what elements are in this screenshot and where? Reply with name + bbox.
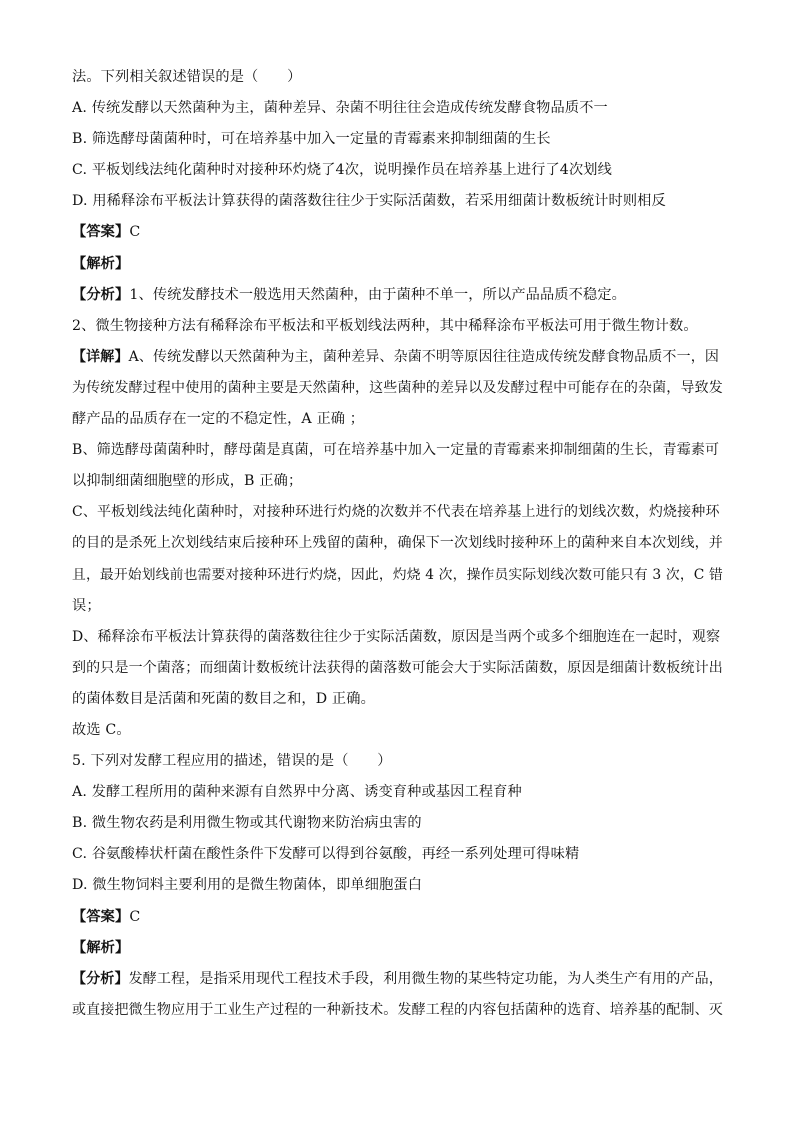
q4-xiangjie-line-9: 误； (72, 597, 101, 614)
q4-xiangjie-line-8: 且，最开始划线前也需要对接种环进行灼烧，因此，灼烧 4 次，操作员实际划线次数可能只有 3 次，C 错 (72, 566, 723, 583)
analysis-label: 【解析】 (72, 255, 130, 272)
fenxi-text: 发酵工程，是指采用现代工程技术手段，利用微生物的某些特定功能，为人类生产有用的产品， (128, 970, 723, 987)
q5-option-d: D. 微生物饲料主要利用的是微生物菌体，即单细胞蛋白 (72, 877, 423, 894)
analysis-label: 【解析】 (72, 939, 130, 956)
q4-xiangjie-line-11: 到的只是一个菌落；而细菌计数板统计法获得的菌落数可能会大于实际活菌数，原因是细菌计数板统计出 (72, 659, 723, 676)
fenxi-text: 1、传统发酵技术一般选用天然菌种，由于菌种不单一，所以产品品质不稳定。 (129, 286, 627, 303)
q4-option-c: C. 平板划线法纯化菌种时对接种环灼烧了4次，说明操作员在培养基上进行了4次划线 (72, 162, 612, 179)
q4-stem-tail: 法。下列相关叙述错误的是（ ） (72, 69, 302, 85)
q4-xiangjie-line-7: 的目的是杀死上次划线结束后接种环上残留的菌种，确保下一次划线时接种环上的菌种来自本次划线，并 (72, 535, 723, 552)
q4-xiangjie-line-2: 为传统发酵过程中使用的菌种主要是天然菌种，这些菌种的差异以及发酵过程中可能存在的杂菌，导致发 (72, 379, 723, 396)
q4-analysis-label (72, 249, 724, 280)
answer-label: 【答案】 (72, 224, 130, 241)
q4-option-d: D. 用稀释涂布平板法计算获得的菌落数往往少于实际活菌数，若采用细菌计数板统计时则相反 (72, 193, 666, 210)
document-page (72, 62, 724, 1026)
q5-option-b: B. 微生物农药是利用微生物或其代谢物来防治病虫害的 (72, 815, 422, 832)
q4-xiangjie-line-1 (72, 342, 724, 373)
q4-xiangjie-line-10: D、稀释涂布平板法计算获得的菌落数往往少于实际活菌数，原因是当两个或多个细胞连在一起时，观察 (72, 628, 721, 645)
q4-conclusion: 故选 C。 (72, 721, 131, 738)
fenxi-label: 【分析】 (72, 286, 130, 303)
q5-option-c: C. 谷氨酸棒状杆菌在酸性条件下发酵可以得到谷氨酸，再经一系列处理可得味精 (72, 846, 580, 863)
q4-xiangjie-line-5: 以抑制细菌细胞壁的形成，B 正确； (72, 473, 303, 490)
q4-fenxi-line-2: 2、微生物接种方法有稀释涂布平板法和平板划线法两种，其中稀释涂布平板法可用于微生物计数。 (72, 317, 698, 334)
answer-label: 【答案】 (72, 908, 130, 925)
q4-xiangjie-line-3: 酵产品的品质存在一定的不稳定性，A 正确 ； (72, 411, 365, 428)
q4-fenxi-line-1 (72, 280, 724, 311)
answer-value: C (129, 908, 141, 925)
xiangjie-text: A、传统发酵以天然菌种为主，菌种差异、杂菌不明等原因往往造成传统发酵食物品质不一，因 (128, 348, 720, 365)
q4-answer (72, 217, 724, 248)
q5-fenxi-line-2: 或直接把微生物应用于工业生产过程的一种新技术。发酵工程的内容包括菌种的选育、培养基的配制、灭 (72, 1001, 723, 1018)
q4-xiangjie-line-6: C、平板划线法纯化菌种时，对接种环进行灼烧的次数并不代表在培养基上进行的划线次数，灼烧接种环 (72, 504, 720, 521)
xiangjie-label: 【详解】 (72, 348, 129, 365)
q4-option-b: B. 筛选酵母菌菌种时，可在培养基中加入一定量的青霉素来抑制细菌的生长 (72, 131, 551, 148)
q4-xiangjie-line-12: 的菌体数目是活菌和死菌的数目之和，D 正确。 (72, 690, 375, 707)
q5-analysis-label (72, 933, 724, 964)
answer-value: C (129, 224, 141, 241)
q5-fenxi-line-1 (72, 964, 724, 995)
q5-stem: 5. 下列对发酵工程应用的描述，错误的是（ ） (72, 753, 392, 770)
q4-option-a: A. 传统发酵以天然菌种为主，菌种差异、杂菌不明往往会造成传统发酵食物品质不一 (72, 100, 608, 117)
q5-option-a: A. 发酵工程所用的菌种来源有自然界中分离、诱变育种或基因工程育种 (72, 784, 522, 801)
q5-answer (72, 902, 724, 933)
q4-xiangjie-line-4: B、筛选酵母菌菌种时，酵母菌是真菌，可在培养基中加入一定量的青霉素来抑制细菌的生长，青霉素可 (72, 442, 720, 459)
fenxi-label: 【分析】 (72, 970, 129, 987)
